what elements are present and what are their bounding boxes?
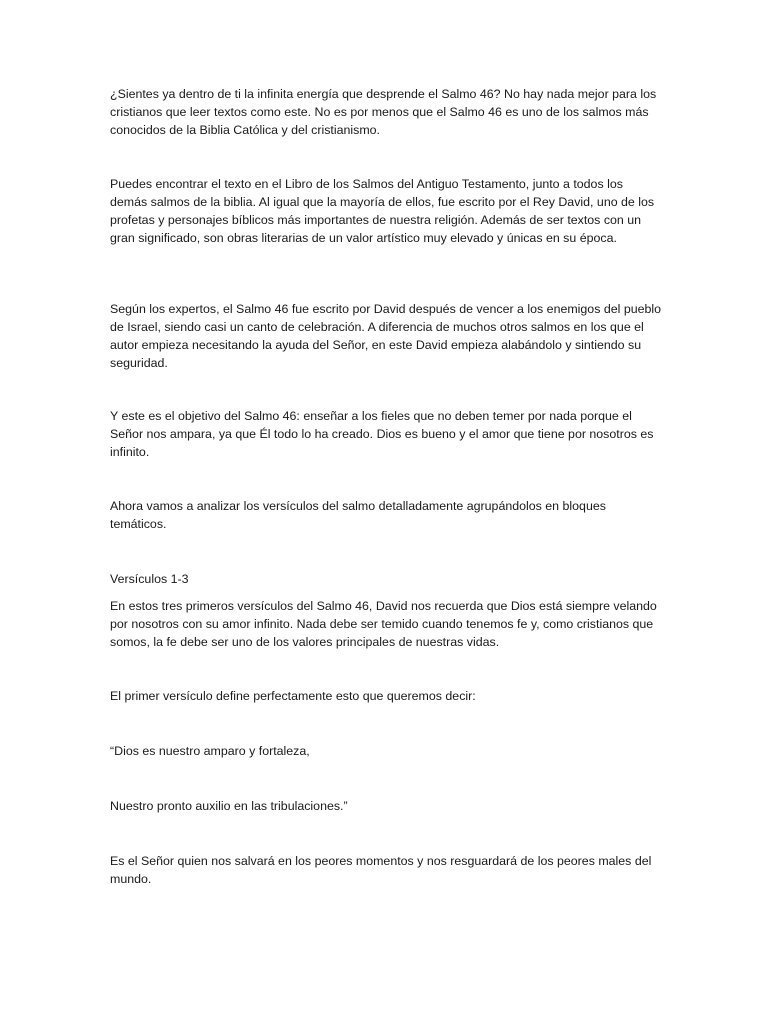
quote-line-1: “Dios es nuestro amparo y fortaleza,	[110, 744, 310, 758]
quote-line-2: Nuestro pronto auxilio en las tribulaciones.”	[110, 799, 348, 813]
paragraph-versiculos-1-3: En estos tres primeros versículos del Salmo 46, David nos recuerda que Dios está siempre velando por nosotros con su amor infinito. Nada debe ser temido cuando tenemos fe y, como cristianos que somos, la fe debe ser uno de los valores principales de nuestras vidas.	[110, 599, 657, 649]
paragraph-primer-versiculo: El primer versículo define perfectamente esto que queremos decir:	[110, 689, 476, 703]
paragraph-analizar: Ahora vamos a analizar los versículos del salmo detalladamente agrupándolos en bloques temáticos.	[110, 499, 606, 531]
paragraph-objetivo: Y este es el objetivo del Salmo 46: enseñar a los fieles que no deben temer por nada porque el Señor nos ampara, ya que Él todo lo ha creado. Dios es bueno y el amor que tiene por nosotros es infinito.	[110, 409, 654, 459]
paragraph-expertos: Según los expertos, el Salmo 46 fue escrito por David después de vencer a los enemigos del pueblo de Israel, siendo casi un canto de celebración. A diferencia de muchos otros salmos en los que el autor empieza necesitando la ayuda del Señor, en este David empieza alabándolo y sintiendo su seguridad.	[110, 302, 662, 370]
paragraph-conclusion: Es el Señor quien nos salvará en los peores momentos y nos resguardará de los peores males del mundo.	[110, 854, 652, 886]
paragraph-libro-salmos: Puedes encontrar el texto en el Libro de los Salmos del Antiguo Testamento, junto a todos los demás salmos de la biblia. Al igual que la mayoría de ellos, fue escrito por el Rey David, uno de los profetas y personajes bíblicos más importantes de nuestra religión. Además de ser textos con un gran significado, son obras literarias de un valor artístico muy elevado y únicas en su época.	[110, 177, 655, 245]
paragraph-intro: ¿Sientes ya dentro de ti la infinita energía que desprende el Salmo 46? No hay nada mejor para los cristianos que leer textos como este. No es por menos que el Salmo 46 es uno de los salmos más conocidos de la Biblia Católica y del cristianismo.	[110, 87, 657, 137]
section-heading-versiculos: Versículos 1-3	[110, 572, 189, 586]
